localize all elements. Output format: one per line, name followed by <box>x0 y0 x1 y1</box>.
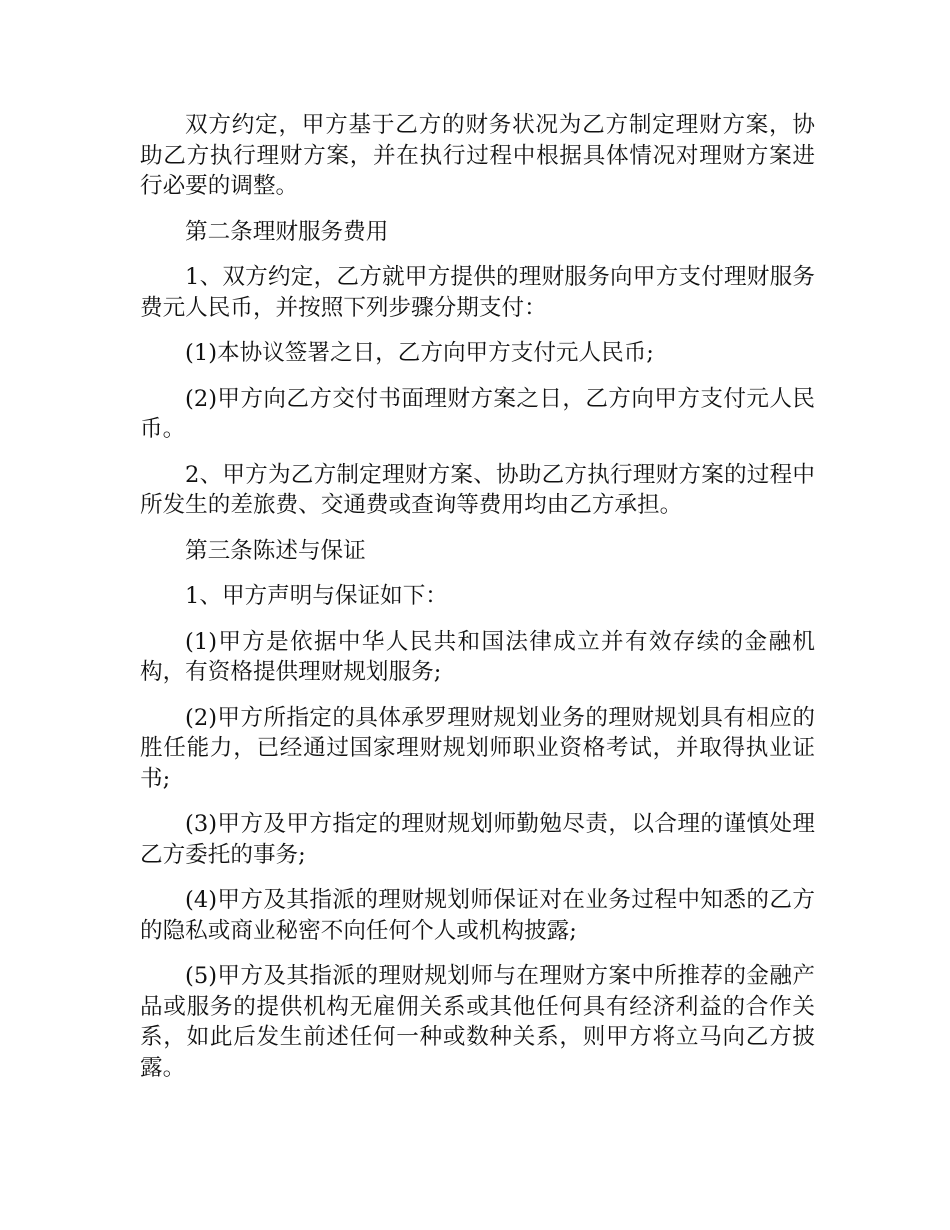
paragraph-declaration-3: (3)甲方及甲方指定的理财规划师勤勉尽责，以合理的谨慎处理乙方委托的事务; <box>140 811 815 868</box>
paragraph-declaration-1: (1)甲方是依据中华人民共和国法律成立并有效存续的金融机构，有资格提供理财规划服务; <box>140 628 815 685</box>
document-page <box>140 110 815 1098</box>
paragraph-party-a-declarations: 1、甲方声明与保证如下： <box>185 583 448 609</box>
paragraph-expenses: 2、甲方为乙方制定理财方案、协助乙方执行理财方案的过程中所发生的差旅费、交通费或查询等费用均由乙方承担。 <box>140 461 815 518</box>
paragraph-agreement-plan: 双方约定，甲方基于乙方的财务状况为乙方制定理财方案，协助乙方执行理财方案，并在执行过程中根据具体情况对理财方案进行必要的调整。 <box>140 112 815 199</box>
section-heading-fees: 第二条理财服务费用 <box>185 218 389 245</box>
paragraph-fee-amount: 1、双方约定，乙方就甲方提供的理财服务向甲方支付理财服务费元人民币，并按照下列步骤分期支付： <box>140 264 815 321</box>
section-heading-representations: 第三条陈述与保证 <box>185 537 366 564</box>
paragraph-declaration-4: (4)甲方及其指派的理财规划师保证对在业务过程中知悉的乙方的隐私或商业秘密不向任何个人或机构披露; <box>140 887 815 944</box>
paragraph-fee-step-2: (2)甲方向乙方交付书面理财方案之日，乙方向甲方支付元人民币。 <box>140 385 815 442</box>
paragraph-declaration-5: (5)甲方及其指派的理财规划师与在理财方案中所推荐的金融产品或服务的提供机构无雇佣关系或其他任何具有经济利益的合作关系，如此后发生前述任何一种或数种关系，则甲方将立马向乙方披露。 <box>140 963 815 1081</box>
paragraph-fee-step-1: (1)本协议签署之日，乙方向甲方支付元人民币; <box>185 340 654 366</box>
paragraph-declaration-2: (2)甲方所指定的具体承罗理财规划业务的理财规划具有相应的胜任能力，已经通过国家理财规划师职业资格考试，并取得执业证书; <box>140 704 815 792</box>
